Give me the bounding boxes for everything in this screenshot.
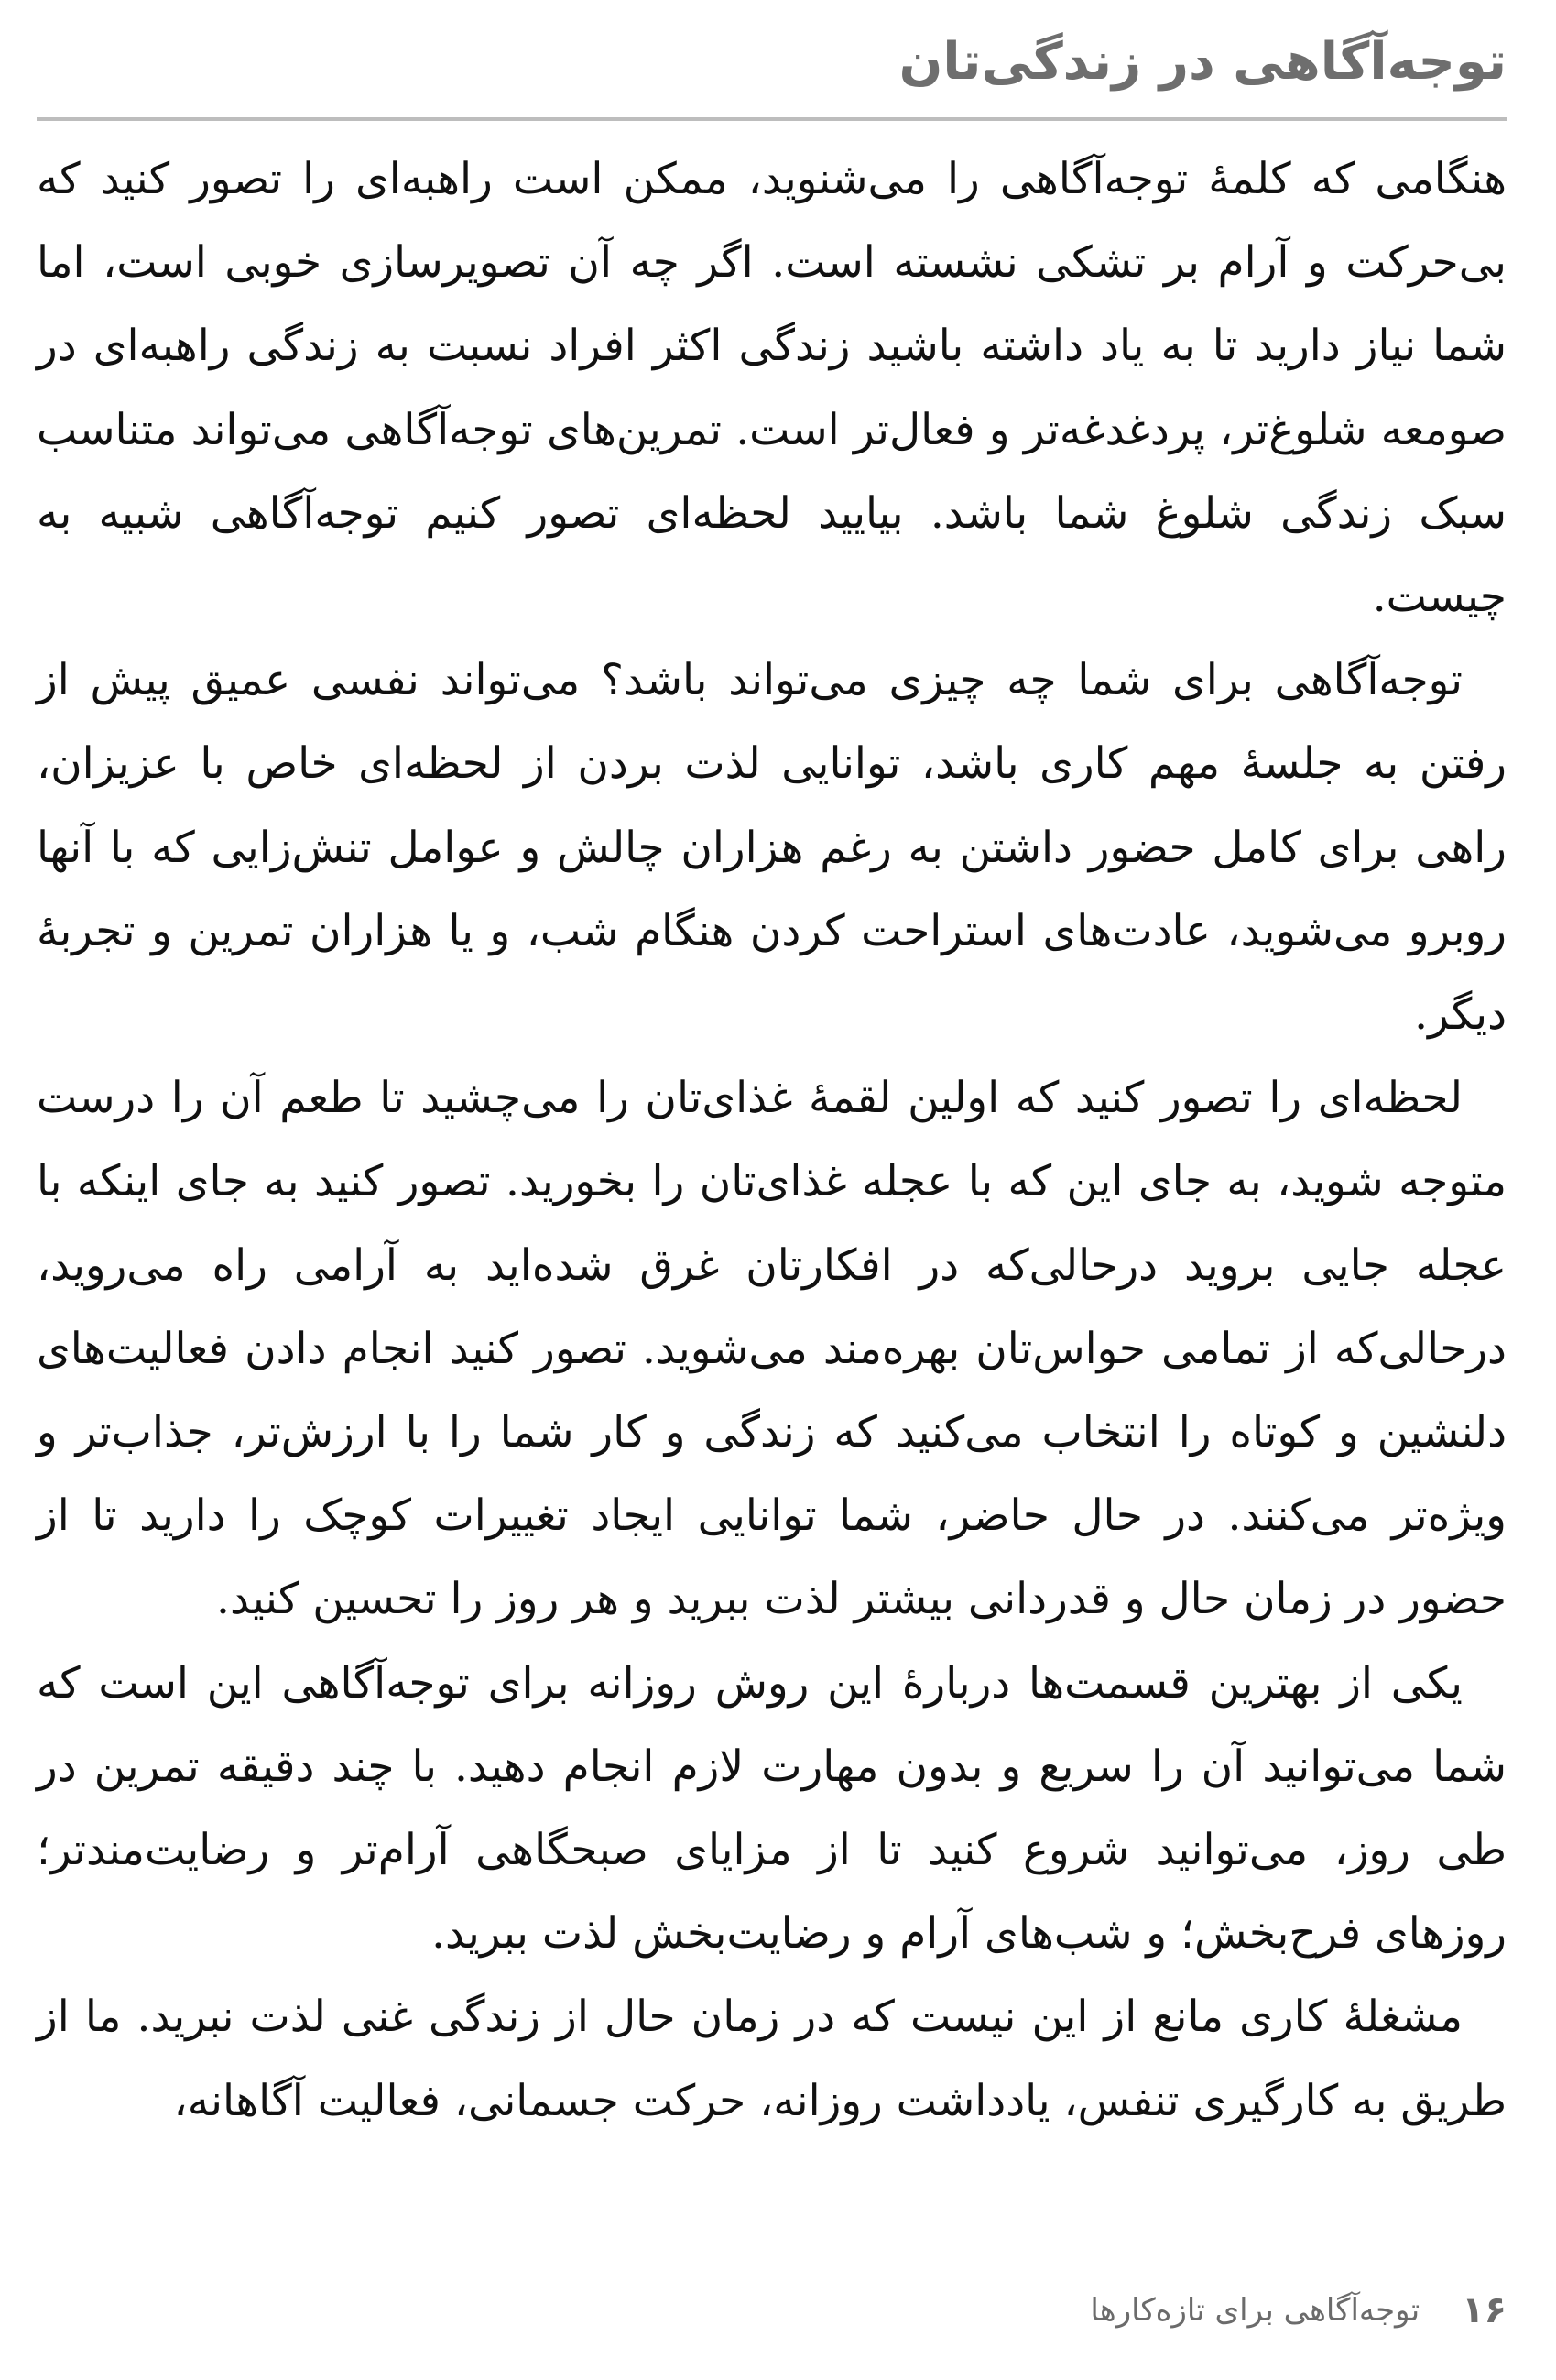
page-number: ۱۶	[1462, 2289, 1507, 2331]
chapter-title: توجه‌آگاهی در زندگی‌تان	[898, 32, 1507, 92]
paragraph-3: لحظه‌ای را تصور کنید که اولین لقمۀ غذای‌تان را می‌چشید تا طعم آن را درست متوجه شوید، به جای این که با عجله غذای‌تان را بخورید. تصور کنید به جای اینکه با عجله جایی بروید درحالی‌که در افکارتان غرق شده‌اید به آرامی راه می‌روید، درحالی‌که از تمامی حواس‌تان بهره‌مند می‌شوید. تصور کنید انجام دادن فعالیت‌های دلنشین و کوتاه را انتخاب می‌کنید که زندگی و کار شما را با ارزش‌تر، جذاب‌تر و ویژه‌تر می‌کنند. در حال حاضر، شما توانایی ایجاد تغییرات کوچک را دارید تا از حضور در زمان حال و قدردانی بیشتر لذت ببرید و هر روز را تحسین کنید.	[37, 1073, 1507, 1625]
page-footer	[1090, 2283, 1507, 2338]
paragraph-2: توجه‌آگاهی برای شما چه چیزی می‌تواند باشد؟ می‌تواند نفسی عمیق پیش از رفتن به جلسۀ مهم کاری باشد، توانایی لذت بردن از لحظه‌ای خاص با عزیزان، راهی برای کامل حضور داشتن به رغم هزاران چالش و عوامل تنش‌زایی که با آنها روبرو می‌شوید، عادت‌های استراحت کردن هنگام شب، و یا هزاران تمرین و تجربۀ دیگر.	[37, 655, 1507, 1041]
paragraph-4: یکی از بهترین قسمت‌ها دربارۀ این روش روزانه برای توجه‌آگاهی این است که شما می‌توانید آن را سریع و بدون مهارت لازم انجام دهید. با چند دقیقه تمرین در طی روز، می‌توانید شروع کنید تا از مزایای صبحگاهی آرام‌تر و رضایت‌مندتر؛ روزهای فرح‌بخش؛ و شب‌های آرام و رضایت‌بخش لذت ببرید.	[37, 1657, 1507, 1960]
running-head: توجه‌آگاهی برای تازه‌کارها	[1090, 2292, 1420, 2329]
book-page	[37, 0, 1507, 2380]
paragraph-5: مشغلۀ کاری مانع از این نیست که در زمان حال از زندگی غنی لذت نبرید. ما از طریق به کارگیری تنفس، یادداشت روزانه، حرکت جسمانی، فعالیت آگاهانه،	[37, 1992, 1507, 2126]
body-text	[37, 137, 1507, 2143]
paragraph-1: هنگامی که کلمۀ توجه‌آگاهی را می‌شنوید، ممکن است راهبه‌ای را تصور کنید که بی‌حرکت و آرام بر تشکی نشسته است. اگر چه آن تصویرسازی خوبی است، اما شما نیاز دارید تا به یاد داشته باشید زندگی اکثر افراد نسبت به زندگی راهبه‌ای در صومعه شلوغ‌تر، پردغدغه‌تر و فعال‌تر است. تمرین‌های توجه‌آگاهی می‌تواند متناسب سبک زندگی شلوغ شما باشد. بیایید لحظه‌ای تصور کنیم توجه‌آگاهی شبیه به چیست.	[37, 154, 1507, 623]
chapter-header	[37, 16, 1507, 121]
